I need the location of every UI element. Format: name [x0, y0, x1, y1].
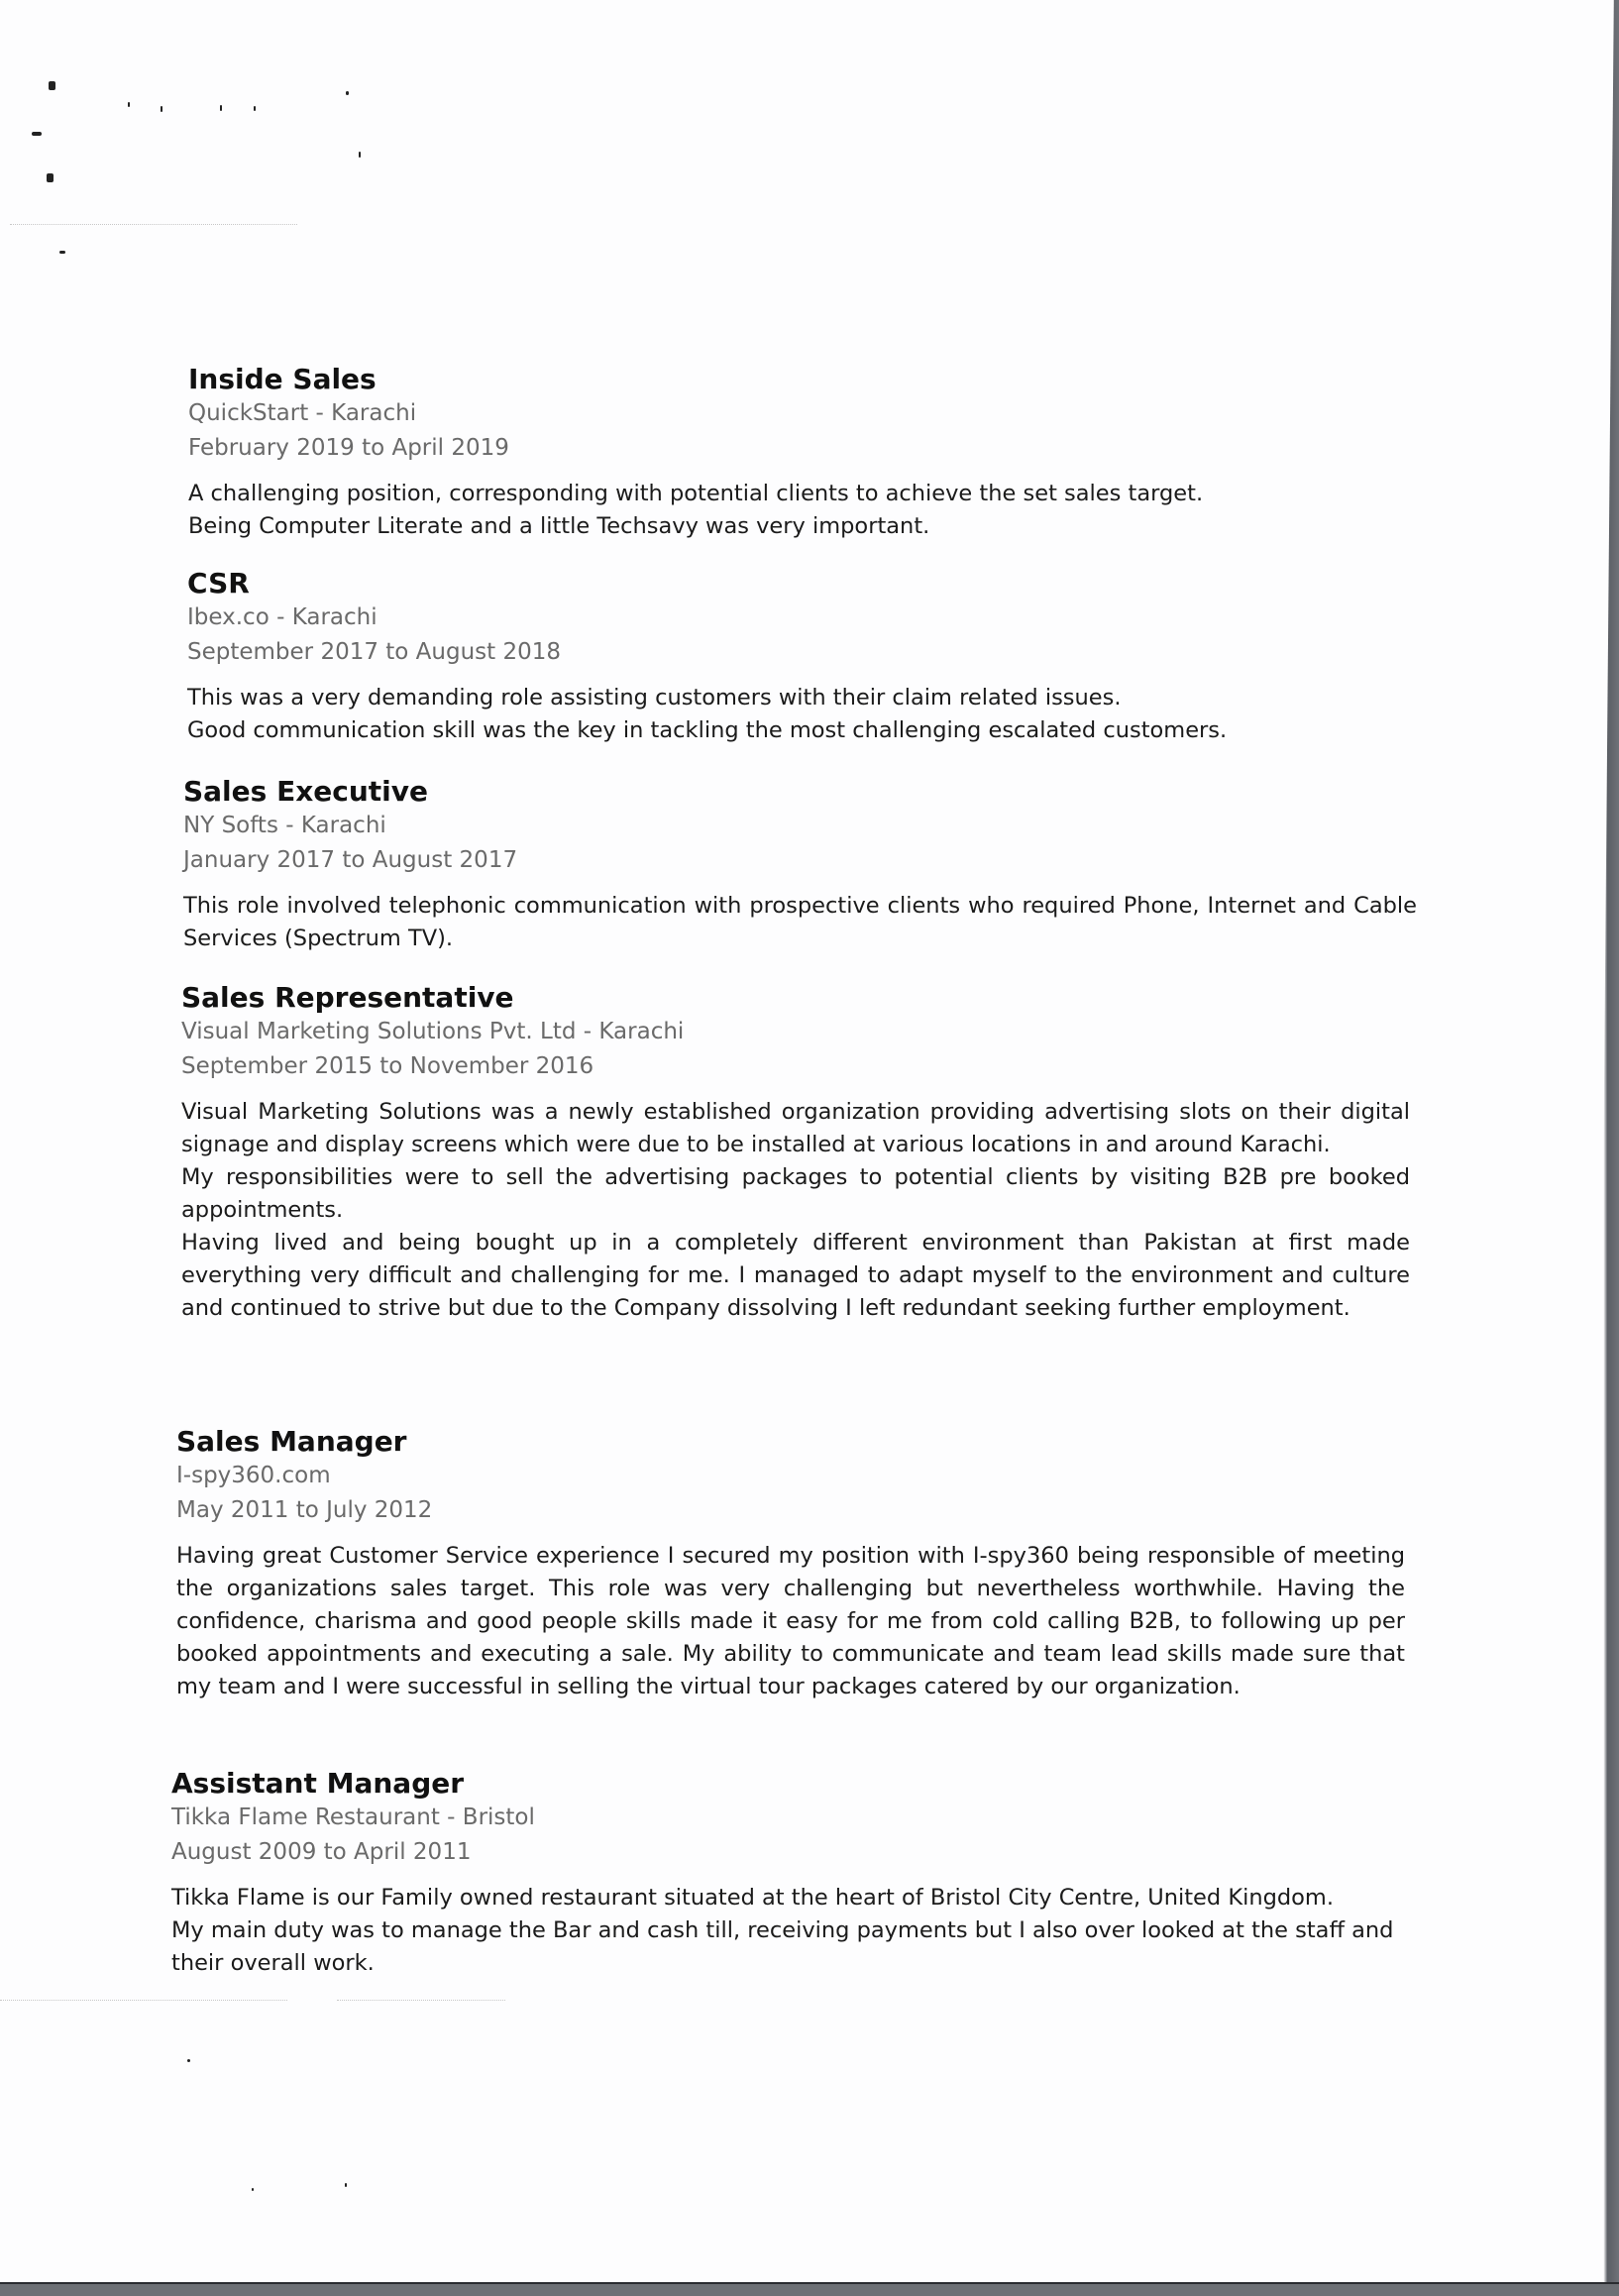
description-paragraph: Having lived and being bought up in a completely different environment than Pakistan at first made everything very difficult and challenging for me. I managed to adapt myself to the environment and culture and continued to strive but due to the Company dissolving I left redundant seeking further employment. — [181, 1230, 1410, 1321]
scan-artifact — [252, 2188, 254, 2191]
job-entry-sales-executive — [183, 775, 1417, 955]
scan-artifact — [220, 105, 222, 111]
description-line: This role involved telephonic communication with prospective clients who required Phone, Internet and Cable Services (Spectrum TV). — [183, 893, 1417, 951]
description-paragraph: Visual Marketing Solutions was a newly established organization providing advertising slots on their digital signage and display screens which were due to be installed at various locations in and around Karachi. — [181, 1099, 1410, 1157]
job-dates: February 2019 to April 2019 — [188, 435, 509, 461]
job-title: Assistant Manager — [171, 1767, 465, 1800]
description-line: My main duty was to manage the Bar and cash till, receiving payments but I also over looked at the staff and their overall work. — [171, 1917, 1394, 1976]
job-company: NY Softs - Karachi — [183, 813, 386, 838]
job-title: Sales Representative — [181, 981, 514, 1014]
job-entry-sales-representative — [181, 981, 1410, 1325]
job-company: Ibex.co - Karachi — [187, 604, 378, 630]
scan-artifact — [187, 2059, 190, 2062]
job-description — [187, 682, 1416, 747]
job-entry-csr — [187, 567, 1416, 747]
scan-artifact — [345, 2183, 347, 2187]
scanner-edge-right — [1593, 0, 1619, 2296]
description-line: A challenging position, corresponding with potential clients to achieve the set sales target. — [188, 481, 1204, 506]
scan-artifact — [161, 106, 162, 112]
job-description — [181, 1096, 1410, 1325]
job-description — [171, 1882, 1405, 1980]
job-dates: May 2011 to July 2012 — [176, 1497, 433, 1523]
job-dates: January 2017 to August 2017 — [183, 847, 518, 873]
job-title: CSR — [187, 567, 250, 600]
job-entry-inside-sales — [188, 363, 1417, 543]
description-line: Tikka Flame is our Family owned restaurant situated at the heart of Bristol City Centre, United Kingdom. — [171, 1885, 1334, 1911]
job-company: QuickStart - Karachi — [188, 400, 417, 426]
scan-artifact — [47, 173, 54, 182]
job-entry-sales-manager — [176, 1425, 1405, 1703]
job-dates: September 2017 to August 2018 — [187, 639, 562, 665]
scan-artifact — [59, 251, 65, 254]
job-company: Visual Marketing Solutions Pvt. Ltd - Karachi — [181, 1019, 685, 1044]
scan-artifact — [254, 106, 256, 111]
scanner-edge-bottom — [0, 2282, 1619, 2296]
description-line: This was a very demanding role assisting customers with their claim related issues. — [187, 685, 1122, 711]
job-company: Tikka Flame Restaurant - Bristol — [171, 1804, 535, 1830]
job-title: Sales Manager — [176, 1425, 407, 1458]
description-paragraph: My responsibilities were to sell the advertising packages to potential clients by visiting B2B pre booked appointments. — [181, 1164, 1410, 1223]
job-description — [176, 1540, 1405, 1703]
description-line: Being Computer Literate and a little Techsavy was very important. — [188, 513, 930, 539]
scan-artifact — [359, 152, 361, 158]
job-description — [183, 890, 1417, 955]
job-title: Sales Executive — [183, 775, 428, 808]
scan-artifact — [346, 91, 349, 95]
job-description — [188, 478, 1417, 543]
scan-artifact — [0, 2000, 287, 2002]
scan-artifact — [337, 2000, 505, 2002]
scan-artifact — [128, 102, 130, 107]
job-company: I-spy360.com — [176, 1463, 331, 1488]
scan-artifact — [32, 132, 42, 136]
description-paragraph: Having great Customer Service experience I secured my position with I-spy360 being responsible of meeting the organizations sales target. This role was very challenging but nevertheless worthwhile. Having the confidence, charisma and good people skills made it easy for me from cold calling B2B, to following up per booked appointments and executing a sale. My ability to communicate and team lead skills made sure that my team and I were successful in selling the virtual tour packages catered by our organization. — [176, 1543, 1405, 1699]
job-title: Inside Sales — [188, 363, 377, 395]
scan-artifact — [49, 81, 55, 90]
job-dates: August 2009 to April 2011 — [171, 1839, 472, 1865]
description-line: Good communication skill was the key in tackling the most challenging escalated customers. — [187, 717, 1228, 743]
job-dates: September 2015 to November 2016 — [181, 1053, 594, 1079]
job-entry-assistant-manager — [171, 1767, 1400, 1980]
scan-artifact — [10, 224, 297, 226]
